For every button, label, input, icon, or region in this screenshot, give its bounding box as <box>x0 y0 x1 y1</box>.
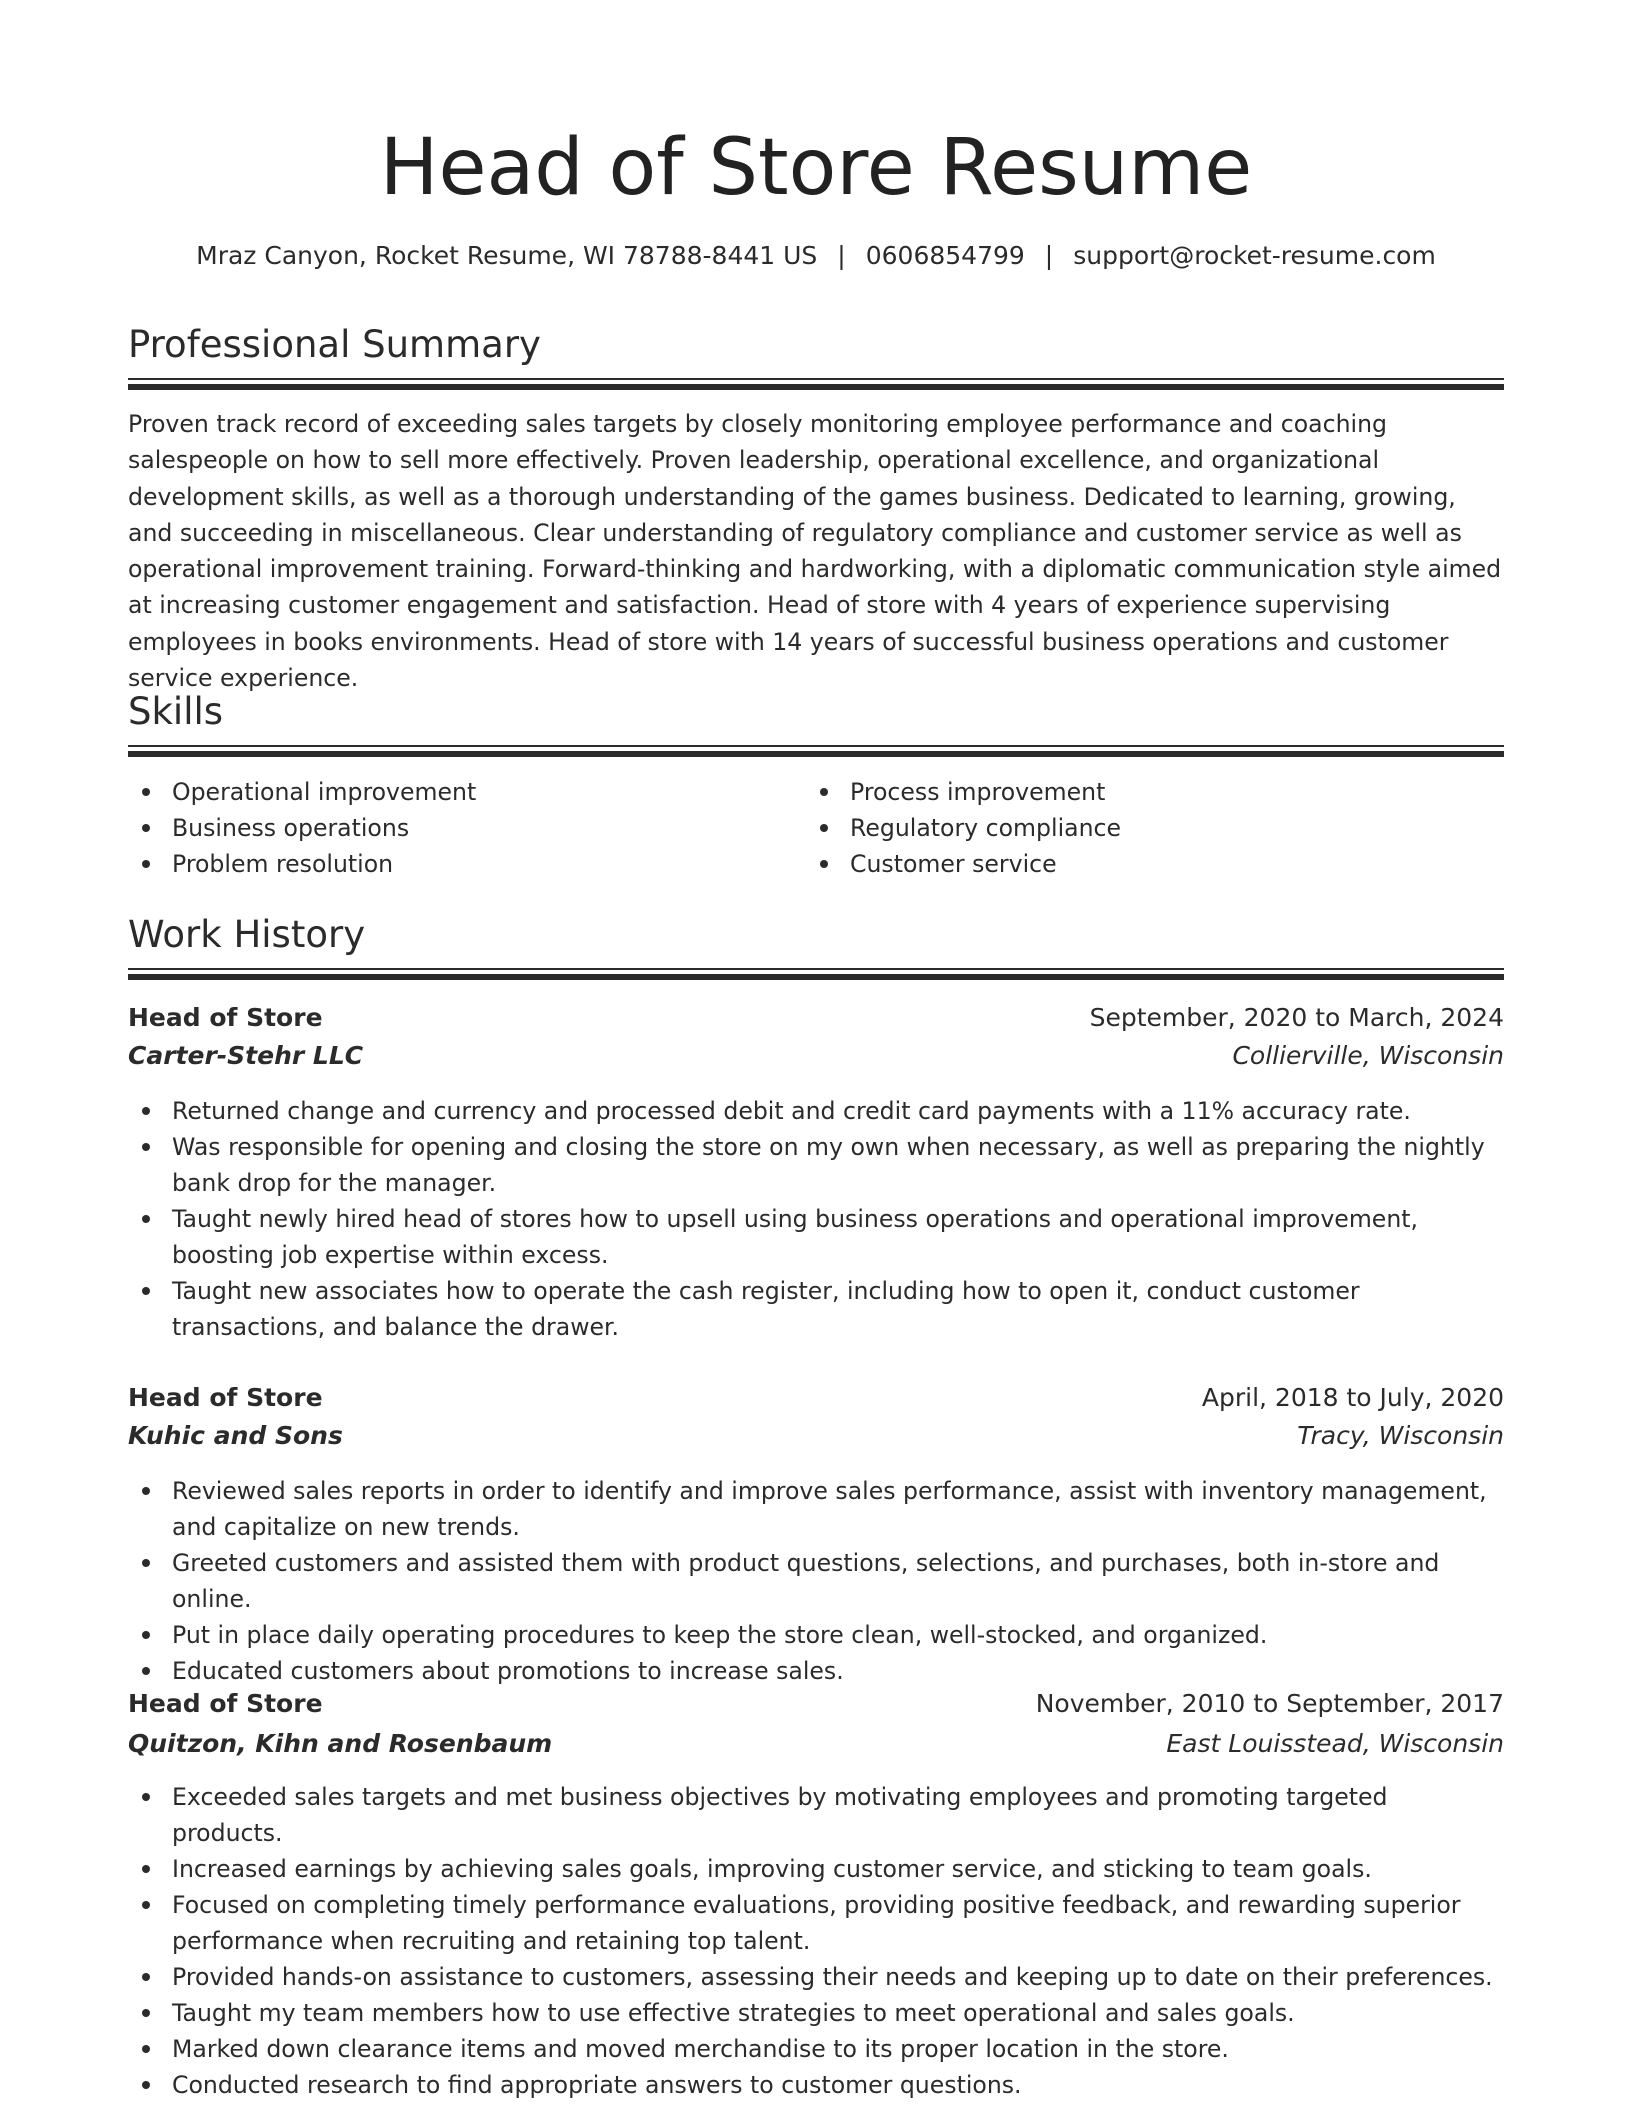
job-bullet: Put in place daily operating procedures to keep the store clean, well-stocked, and organized. <box>128 1617 1504 1653</box>
section-divider <box>128 968 1504 980</box>
job-title: Head of Store <box>128 1003 323 1032</box>
job-bullet: Reviewed sales reports in order to identify and improve sales performance, assist with inventory management, and capitalize on new trends. <box>128 1473 1504 1545</box>
job-bullet: Increased earnings by achieving sales goals, improving customer service, and sticking to team goals. <box>128 1851 1504 1887</box>
resume-title: Head of Store Resume <box>379 123 1253 213</box>
job-bullet: Returned change and currency and processed debit and credit card payments with a 11% accuracy rate. <box>128 1093 1504 1129</box>
job-bullet: Focused on completing timely performance evaluations, providing positive feedback, and rewarding superior performance when recruiting and retaining top talent. <box>128 1887 1504 1959</box>
summary-text: Proven track record of exceeding sales targets by closely monitoring employee performance and coaching salespeople on how to sell more effectively. Proven leadership, operational excellence, and organizational development skills, as well as a thorough understanding of the games business. Dedicated to learning, growing, and succeeding in miscellaneous. Clear understanding of regulatory compliance and customer service as well as operational improvement training. Forward-thinking and hardworking, with a diplomatic communication style aimed at increasing customer engagement and satisfaction. Head of store with 4 years of experience supervising employees in books environments. Head of store with 14 years of successful business operations and customer service experience. <box>128 410 1502 693</box>
section-heading-work: Work History <box>128 913 366 956</box>
contact-phone: 0606854799 <box>865 241 1025 270</box>
contact-separator: | <box>1044 241 1054 270</box>
section-divider <box>128 745 1504 757</box>
section-heading-skills: Skills <box>128 690 224 733</box>
job-bullets <box>128 1473 1504 1689</box>
job-dates: April, 2018 to July, 2020 <box>1201 1383 1504 1412</box>
skills-list-left <box>128 774 768 882</box>
job-title: Head of Store <box>128 1383 323 1412</box>
job-location: Collierville, Wisconsin <box>1232 1041 1504 1070</box>
job-company: Carter-Stehr LLC <box>128 1041 364 1070</box>
job-company: Quitzon, Kihn and Rosenbaum <box>128 1729 553 1758</box>
skill-item: Business operations <box>128 810 768 846</box>
job-bullet: Marked down clearance items and moved merchandise to its proper location in the store. <box>128 2031 1504 2067</box>
job-bullet: Provided hands-on assistance to customers, assessing their needs and keeping up to date on their preferences. <box>128 1959 1504 1995</box>
contact-address: Mraz Canyon, Rocket Resume, WI 78788-8441 US <box>196 241 818 270</box>
job-location: Tracy, Wisconsin <box>1297 1421 1504 1450</box>
job-bullet: Taught my team members how to use effective strategies to meet operational and sales goals. <box>128 1995 1504 2031</box>
job-bullet: Exceeded sales targets and met business objectives by motivating employees and promoting targeted products. <box>128 1779 1504 1851</box>
job-dates: November, 2010 to September, 2017 <box>1035 1689 1504 1718</box>
job-bullet: Greeted customers and assisted them with product questions, selections, and purchases, both in-store and online. <box>128 1545 1504 1617</box>
skill-item: Regulatory compliance <box>806 810 1446 846</box>
job-bullet: Taught new associates how to operate the cash register, including how to open it, conduct customer transactions, and balance the drawer. <box>128 1273 1504 1345</box>
job-dates: September, 2020 to March, 2024 <box>1089 1003 1504 1032</box>
skill-item: Customer service <box>806 846 1446 882</box>
job-bullets <box>128 1093 1504 1345</box>
section-heading-summary: Professional Summary <box>128 323 541 366</box>
job-location: East Louisstead, Wisconsin <box>1166 1729 1504 1758</box>
job-bullets <box>128 1779 1504 2103</box>
job-bullet: Was responsible for opening and closing the store on my own when necessary, as well as preparing the nightly bank drop for the manager. <box>128 1129 1504 1201</box>
job-bullet: Conducted research to find appropriate answers to customer questions. <box>128 2067 1504 2103</box>
skill-item: Problem resolution <box>128 846 768 882</box>
contact-line <box>128 238 1504 274</box>
skills-list-right <box>806 774 1446 882</box>
skill-item: Process improvement <box>806 774 1446 810</box>
job-title: Head of Store <box>128 1689 323 1718</box>
job-bullet: Taught newly hired head of stores how to upsell using business operations and operational improvement, boosting job expertise within excess. <box>128 1201 1504 1273</box>
contact-email[interactable]: support@rocket-resume.com <box>1073 241 1436 270</box>
section-divider <box>128 378 1504 390</box>
contact-separator: | <box>837 241 846 270</box>
skill-item: Operational improvement <box>128 774 768 810</box>
job-bullet: Educated customers about promotions to increase sales. <box>128 1653 1504 1689</box>
job-company: Kuhic and Sons <box>128 1421 343 1450</box>
